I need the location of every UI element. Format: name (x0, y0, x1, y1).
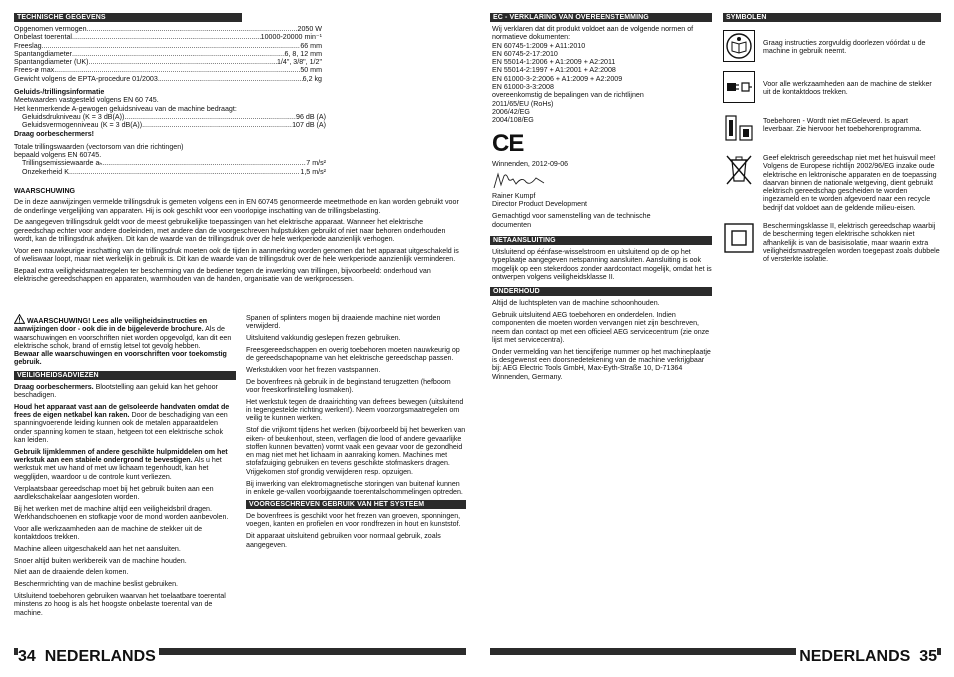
right-page-footer-label (796, 648, 937, 665)
safety-header: VEILIGHEIDSADVIEZEN (14, 371, 236, 380)
page-language: NEDERLANDS (799, 648, 911, 665)
spec-row (14, 58, 322, 66)
spec-label: Onbelast toerental (14, 33, 72, 42)
spec-value: 1/4", 3/8", 1/2" (276, 58, 322, 67)
spec-value: 6,2 kg (302, 74, 322, 83)
spec-row (14, 33, 322, 41)
symbols-header: SYMBOLEN (723, 13, 941, 22)
symbol-text: Voor alle werkzaamheden aan de machine de stekker uit de kontaktdoos trekken. (763, 80, 932, 97)
ec-line: EN 60745-2-17:2010 (492, 49, 558, 58)
spec-row (22, 113, 326, 121)
spec-label: Onzekerheid K (22, 167, 69, 176)
left-page-footer-label (18, 648, 159, 665)
mains-connection-text: Uitsluitend op éénfase-wisselstroom en uitsluitend op de op het typeplaatje aangegeven netspanning aansluiten. Aansluiting is ook mogelijk op een stekerdoos zonder aardcontact mogelijk, omdat het is ontwerpen volgens veiligheidsklasse II. (492, 248, 712, 281)
safety-paragraph: Spanen of splinters mogen bij draaiende machine niet worden verwijderd. (246, 314, 441, 331)
warning-paragraph: De in deze aanwijzingen vermelde trillingsdruk is gemeten volgens een in EN 60745 genormeerde meetmethode en kan worden gebruikt voor de onderlinge vergelijking van apparaten. Hij is ook geschikt voor een voorlopige inschatting van de trillingsbelasting. (14, 198, 459, 215)
safety-paragraph: Machine alleen uitgeschakeld aan het net aansluiten. (14, 544, 181, 553)
ec-line: EN 55014-2:1997 + A1:2001 + A2:2008 (492, 66, 616, 75)
spec-label: Spantangdiameter (UK) (14, 58, 89, 67)
spec-row (14, 50, 322, 58)
warning-box-text: Als de waarschuwingen en voorschriften niet worden opgevolgd, kan dit een elektrische schok, brand of ernstig letsel tot gevolg hebben. (14, 325, 232, 350)
signature-image (492, 170, 552, 192)
warning-box (14, 314, 236, 367)
symbol-row (723, 71, 941, 103)
spec-row (14, 25, 322, 33)
tech-data-header: TECHNISCHE GEGEVENS (14, 13, 242, 22)
ec-line: EN 60745-1:2009 + A11:2010 (492, 41, 586, 50)
safety-paragraph: Uitsluitend vakkundig geslepen frezen gebruiken. (246, 334, 401, 343)
spec-row (14, 42, 322, 50)
ec-line: Wij verklaren dat dit produkt voldoet aan de volgende normen of normatieve dokumenten: (492, 25, 694, 42)
symbol-text: Graag instructies zorgvuldig doorlezen vóórdat u de machine in gebruik neemt. (763, 39, 926, 56)
spec-value: 96 dB (A) (296, 112, 326, 121)
spec-value: 7 m/s² (306, 159, 326, 168)
spec-label: Gewicht volgens de EPTA-procedure 01/2003 (14, 74, 158, 83)
class-ii-icon (723, 221, 755, 253)
vibration-line: Totale trillingswaarden (vectorsom van drie richtingen) (14, 142, 184, 151)
symbol-row (723, 153, 941, 212)
ec-line: EN 61000-3-3:2008 (492, 83, 554, 92)
symbol-text: Toebehoren - Wordt niet mEGeleverd. Is apart leverbaar. Zie hiervoor het toebehorenprogramma. (763, 117, 922, 134)
ce-mark: CE (492, 129, 524, 157)
spec-row (14, 66, 322, 74)
left-page-footer (14, 648, 466, 665)
spec-value: 50 mm (300, 66, 322, 75)
warning-paragraph: De aangegeven trillingsdruk geldt voor de meest gebruikelijke toepassingen van het elektrische apparaat. Wanneer het elektrische gereedschap echter voor andere doeleinden, met andere dan de voorgeschreven hulpstukken gebruikt of niet naar behoren onderhouden wordt, kan de trillingsdruk afwijken. Dit kan de waarde van de trillingsdruk over de hele werkperiode aanzienlijk verhogen. (14, 218, 446, 244)
signatory-title: Director Product Development (492, 200, 588, 209)
safety-paragraph: Uitsluitend toebehoren gebruiken waarvan het toelaatbare toerental minstens zo hoog is als het hoogste onbelaste toerental van de machine. (14, 592, 226, 617)
safety-paragraph: Snoer altijd buiten werkbereik van de machine houden. (14, 556, 187, 565)
vibration-spec-list (14, 159, 326, 176)
spec-label: Trillingsemissiewaarde aₕ (22, 159, 103, 168)
tech-data-column (14, 13, 466, 287)
spec-label: Frees-ø max. (14, 66, 57, 75)
safety-continued-column (246, 314, 466, 552)
spec-label: Opgenomen vermogen (14, 25, 87, 33)
spec-label: Geluidsdrukniveau (K = 3 dB(A)) (22, 112, 125, 121)
symbol-text: Geef elektrisch gereedschap niet met het huisvuil mee! Volgens de Europese richtlijn 2002/96/EG inzake oude elektrische en lektronische apparaten en de toepassing daarvan binnen de nationale wetgeving, dient gebruikt elektrisch gereedschap gescheiden te worden ingezameld en te worden afgevoerd naar een recycle bedrijf dat voldoet aan de geldende milieu-eisen. (763, 154, 937, 212)
spec-label: Spantangdiameter (14, 49, 72, 58)
declaration-column (490, 13, 712, 384)
spec-row (22, 159, 326, 167)
warning-box-heading: WAARSCHUWING! Lees alle veiligheidsinstructies en aanwijzingen door - ook die in de bijgeleverde brochure. (14, 317, 208, 334)
noise-line: Meetwaarden vastgesteld volgens EN 60 745. (14, 96, 159, 105)
safety-paragraph: Bij inwerking van elektromagnetische storingen van buitenaf kunnen in enkele ge-vallen voorbijgaande toerentalschommelingen optreden. (246, 479, 463, 496)
symbols-column (723, 13, 941, 273)
place-date: Winnenden, 2012-09-06 (492, 159, 569, 168)
safety-paragraph: Houd het apparaat vast aan de geïsoleerde handvaten omdat de frees de eigen netkabel kan raken. Door de beschadiging van een spanningvoerende leiding kunnen ook de metalen apparaatdelen onder spanning komen te staan, hetgeen tot een elektrische schok kan leiden. (14, 402, 230, 445)
unplug-icon (723, 71, 755, 103)
symbol-row (723, 112, 941, 144)
intended-use-paragraph: Dit apparaat uitsluitend gebruiken voor normaal gebruik, zoals aangegeven. (246, 532, 441, 549)
ec-line: 2011/65/EU (RoHs) (492, 99, 554, 108)
read-manual-icon (723, 30, 755, 62)
spec-value: 66 mm (300, 41, 322, 50)
spec-row (22, 121, 326, 129)
spec-row (14, 75, 322, 83)
safety-paragraph: Beschermrichting van de machine beslist gebruiken. (14, 580, 179, 589)
spec-value: 107 dB (A) (292, 121, 326, 130)
spec-label: Geluidsvermogenniveau (K = 3 dB(A)) (22, 121, 143, 130)
maintenance-paragraph: Gebruik uitsluitend AEG toebehoren en onderdelen. Indien componenten die moeten worden vervangen niet zijn beschreven, neem dan contact op met een officieel AEG servicecentrum (zie onze lijst met servicecentra). (492, 311, 710, 344)
warning-title: WAARSCHUWING (14, 187, 76, 196)
page-language: NEDERLANDS (44, 648, 156, 665)
maintenance-paragraph: Onder vermelding van het tiencijferige nummer op het machineplaatje is desgewenst een doorsnedetekening van de machine verkrijgbaar bij: AEG Electric Tools GmbH, Max-Eyth-Straße 10, D-71364 Winnenden, Germany. (492, 347, 711, 381)
intended-use-paragraph: De bovenfrees is geschikt voor het frezen van groeven, sponningen, voegen, kanten en profielen en voor rondfrezen in hout en kunststof. (246, 512, 461, 529)
signatory-authorization: Gemachtigd voor samenstelling van de technische documenten (492, 212, 651, 229)
safety-paragraph: Verplaatsbaar gereedschap moet bij het gebruik buiten aan een aardlekschakelaar aangesloten worden. (14, 484, 214, 501)
safety-paragraph: Freesgereedschappen en overig toebehoren moeten nauwkeurig op de gereedschapopname van het elektrische gereedschap passen. (246, 345, 460, 363)
spec-value: 6, 8, 12 mm (284, 49, 322, 58)
ec-line: EN 55014-1:2006 + A1:2009 + A2:2011 (492, 58, 616, 67)
safety-paragraph: Bij het werken met de machine altijd een veiligheidsbril dragen. Werkhandschoenen en stofkapje voor de mond worden aanbevolen. (14, 504, 229, 521)
mains-connection-header: NETAANSLUITING (490, 236, 712, 245)
warning-paragraph: Bepaal extra veiligheidsmaatregelen ter bescherming van de bediener tegen de inwerking van trillingen, bijvoorbeeld: onderhoud van elektrische gereedschappen en apparaten, warmhouden van de handen, organisatie van de werkprocessen. (14, 266, 431, 284)
right-page-footer (490, 648, 941, 665)
noise-line: Het kenmerkende A-gewogen geluidsniveau van de machine bedraagt: (14, 104, 237, 113)
spec-row (22, 168, 326, 176)
accessories-icon (723, 112, 755, 144)
intended-use-header: VOORGESCHREVEN GEBRUIK VAN HET SYSTEEM (246, 500, 466, 509)
symbol-text: Beschermingsklasse II, elektrisch gereedschap waarbij de bescherming tegen elektrische schokken niet afhankelijk is van de basisisolatie, maar waarin extra veiligheidsmaatregelen worden toegepast zoals dubbele of versterkte isolatie. (763, 222, 940, 264)
safety-paragraph: Draag oorbeschermers. Blootstelling aan geluid kan het gehoor beschadigen. (14, 382, 218, 400)
noise-title: Geluids-/trillingsinformatie (14, 88, 105, 97)
ec-declaration-header: EC - VERKLARING VAN OVEREENSTEMMING (490, 13, 712, 22)
symbol-row (723, 221, 941, 263)
symbol-row (723, 30, 941, 62)
safety-paragraph: Het werkstuk tegen de draairichting van defrees bewegen (uitsluitend in tegengestelde richting werken!). Neem voorzorgsmaatregelen om veilig te kunnen werken. (246, 397, 464, 423)
safety-paragraph: Stof die vrijkomt tijdens het werken (bijvoorbeeld bij het bewerken van eiken- of beukenhout, steen, verflagen die lood of andere gevaarlijke stoffen kunnen bevatten) vormt vaak een gevaar voor de gezondheid en mag niet met het lichaam in aanraking komen. Machines met stofafzuiging gebruiken en tevens geschikte stofmaskers dragen. Vrijgekomen stof grondig verwijderen resp. opzuigen. (246, 426, 466, 476)
vibration-line: bepaald volgens EN 60745. (14, 151, 102, 160)
ec-line: EN 61000-3-2:2006 + A1:2009 + A2:2009 (492, 74, 623, 83)
safety-paragraph: Niet aan de draaiende delen komen. (14, 568, 129, 577)
noise-spec-list (14, 113, 326, 130)
warning-paragraph: Voor een nauwkeurige inschatting van de trillingsdruk moeten ook de tijden in aanmerking worden genomen dat het apparaat uitgeschakeld is of weliswaar loopt, maar niet werkelijk in gebruik is. Dit kan de waarde van de trillingsdruk over de hele werkperiode aanzienlijk verminderen. (14, 246, 459, 264)
ec-line: 2006/42/EG (492, 107, 530, 116)
spec-value: 2050 W (297, 25, 322, 33)
safety-column (14, 314, 236, 620)
maintenance-paragraph: Altijd de luchtspleten van de machine schoonhouden. (492, 299, 660, 308)
ear-protection-note: Draag oorbeschermers! (14, 129, 95, 138)
signatory-name: Rainer Kumpf (492, 191, 536, 200)
weee-bin-icon (723, 153, 755, 185)
ec-line: 2004/108/EG (492, 116, 534, 125)
page-number: 34 (18, 648, 36, 665)
spec-value: 1,5 m/s² (300, 167, 326, 176)
page-number: 35 (919, 648, 937, 665)
spec-value: 10000-20000 min⁻¹ (260, 33, 322, 42)
warning-box-keep: Bewaar alle waarschuwingen en voorschriften voor toekomstig gebruik. (14, 350, 227, 367)
spec-list (14, 25, 322, 83)
warning-triangle-icon (14, 314, 25, 324)
ec-line: overeenkomstig de bepalingen van de richtlijnen (492, 91, 644, 100)
safety-paragraph: Werkstukken voor het frezen vastspannen. (246, 365, 381, 374)
safety-paragraph: Voor alle werkzaamheden aan de machine de stekker uit de kontaktdoos trekken. (14, 524, 203, 542)
maintenance-header: ONDERHOUD (490, 287, 712, 296)
safety-paragraph: Gebruik lijmklemmen of andere geschikte hulpmiddelen om het werkstuk aan een stabiele ondergrond te bevestigen. Als u het werkstuk met uw hand of met uw lichaam tegenhoudt, kan het wegglijden, waardoor u de controle kunt verliezen. (14, 447, 228, 481)
spec-label: Freeslag (14, 41, 42, 50)
safety-paragraph: De bovenfrees nà gebruik in de beginstand terugzetten (hefboom voor freeskorfinstelling losmaken). (246, 377, 451, 395)
